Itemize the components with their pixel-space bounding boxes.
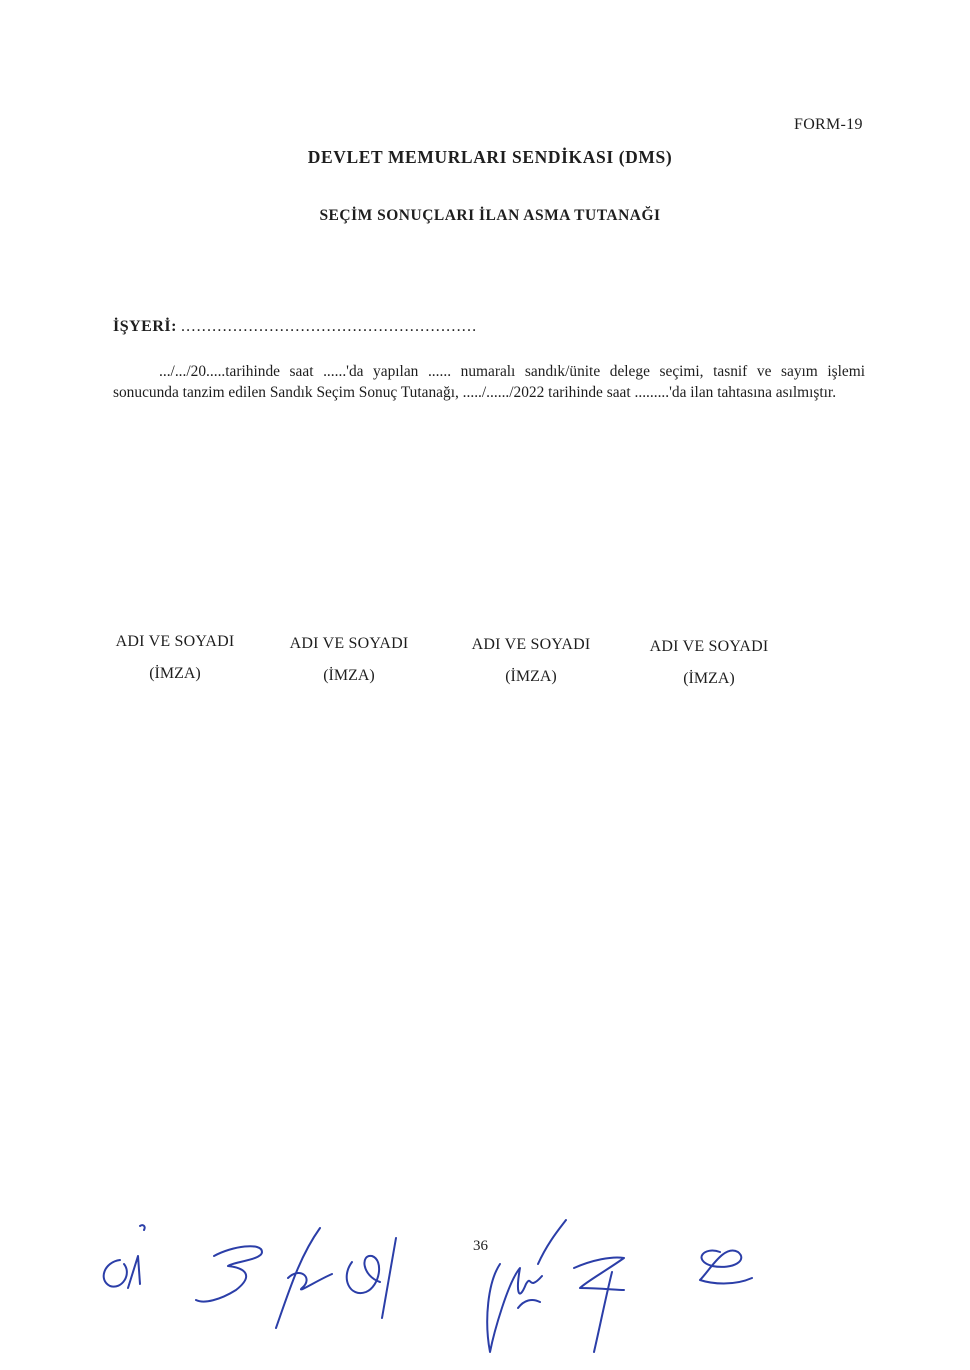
signature-3 <box>276 1228 332 1328</box>
signatory-block-2 <box>264 635 434 685</box>
body-paragraph: .../.../20.....tarihinde saat ......'da yapılan ...... numaralı sandık/ünite delege seçimi, tasnif ve sayım işlemi sonucunda tanzim edilen Sandık Seçim Sonuç Tutanağı, ...../....../2022 tarihinde saat .........'da ilan tahtasına asılmıştır. <box>113 363 865 401</box>
signatory-signature-label: (İMZA) <box>149 665 201 682</box>
signatory-block-4 <box>624 638 794 688</box>
signatory-block-3 <box>446 636 616 686</box>
organization-title: DEVLET MEMURLARI SENDİKASI (DMS) <box>307 147 673 167</box>
workplace-label: İŞYERİ: <box>113 318 177 335</box>
signatory-signature-label: (İMZA) <box>505 668 557 685</box>
signatory-block-1 <box>90 633 260 683</box>
signatory-name-label: ADI VE SOYADI <box>649 638 769 655</box>
signature-7 <box>700 1250 752 1283</box>
form-code: FORM-19 <box>794 116 863 133</box>
page-number: 36 <box>473 1238 488 1254</box>
signature-1 <box>104 1225 145 1288</box>
handwritten-signatures <box>0 1200 970 1370</box>
signatory-name-label: ADI VE SOYADI <box>115 633 235 650</box>
signatory-signature-label: (İMZA) <box>323 667 375 684</box>
signature-4 <box>347 1238 396 1318</box>
signature-5 <box>487 1220 566 1352</box>
signature-6 <box>574 1257 624 1352</box>
signatory-name-label: ADI VE SOYADI <box>471 636 591 653</box>
signatory-name-label: ADI VE SOYADI <box>289 635 409 652</box>
signatory-signature-label: (İMZA) <box>683 670 735 687</box>
workplace-line <box>113 318 477 336</box>
document-title: SEÇİM SONUÇLARI İLAN ASMA TUTANAĞI <box>319 207 661 224</box>
workplace-blank: ......................................................... <box>180 318 478 335</box>
signature-2 <box>196 1246 262 1301</box>
